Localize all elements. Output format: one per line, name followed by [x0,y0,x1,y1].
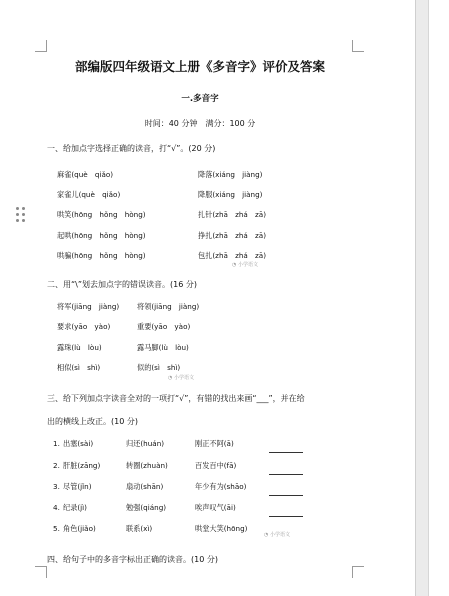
q3-item: 勉强(qiáng) [126,503,167,512]
watermark: ◔ 小学语文 [168,374,194,381]
q1-item: 麻雀(què qiǎo) [57,170,114,179]
q3-item: 角色(jiǎo) [63,524,96,533]
q2-item: 相似(sì shì) [57,363,101,372]
q1-item: 家雀儿(què qiǎo) [57,190,121,199]
question-4-prompt: 四、给句子中的多音字标出正确的读音。(10 分) [47,555,218,564]
q3-item: 联系(xì) [126,524,153,533]
answer-blank[interactable] [269,504,303,520]
question-2-prompt: 二、用“\”划去加点字的错误读音。(16 分) [47,280,197,289]
q1-item: 包扎(zhā zhá zā) [198,251,267,260]
q3-item: 扇动(shān) [126,482,164,491]
q1-item: 降服(xiáng jiàng) [198,190,263,199]
q1-item: 哄笑(hōng hǒng hòng) [57,210,146,219]
watermark: ◔ 小学语文 [264,531,290,538]
q3-item: 刚正不阿(ā) [195,439,234,448]
q3-item: 尽管(jǐn) [63,482,92,491]
q3-row-number: 4. [53,503,60,512]
margin-corner-bottom-right [352,566,364,578]
q1-item: 扎针(zhā zhá zā) [198,210,267,219]
answer-blank[interactable] [269,440,303,456]
q3-item: 唉声叹气(āi) [195,503,236,512]
q3-item: 转圈(zhuàn) [126,461,168,470]
document-title: 部编版四年级语文上册《多音字》评价及答案 [74,59,325,74]
next-page-edge [428,0,449,596]
margin-corner-top-right [352,40,364,52]
q3-row-number: 2. [53,461,60,470]
q2-item: 露珠(lù lòu) [57,343,102,352]
q3-item: 出塞(sài) [63,439,94,448]
answer-blank[interactable] [269,483,303,499]
q2-item: 要求(yāo yào) [57,322,111,331]
q2-item: 重要(yāo yào) [137,322,191,331]
margin-corner-bottom-left [35,566,47,578]
q3-row-number: 3. [53,482,60,491]
watermark: ◔ 小学语文 [232,261,258,268]
drag-handle-icon[interactable] [16,207,26,223]
question-3-prompt-line-2: 出的横线上改正。(10 分) [47,417,138,426]
q3-item: 肝脏(zāng) [63,461,101,470]
q3-item: 纪录(jì) [63,503,87,512]
q2-item: 露马脚(lù lòu) [137,343,189,352]
margin-corner-top-left [35,40,47,52]
q3-item: 归还(huán) [126,439,165,448]
section-title: 一.多音字 [181,94,219,104]
q2-item: 将军(jiāng jiàng) [57,302,120,311]
question-1-prompt: 一、给加点字选择正确的读音，打“√”。(20 分) [47,144,216,153]
q1-item: 降落(xiáng jiàng) [198,170,263,179]
q3-item: 百发百中(fā) [195,461,237,470]
q3-row-number: 5. [53,524,60,533]
q3-item: 哄堂大笑(hōng) [195,524,248,533]
q1-item: 哄骗(hōng hǒng hòng) [57,251,146,260]
q2-item: 将领(jiāng jiàng) [137,302,200,311]
q1-item: 挣扎(zhā zhá zā) [198,231,267,240]
q2-item: 似的(sì shì) [137,363,181,372]
question-3-prompt-line-1: 三、给下列加点字读音全对的一项打“√”，有错的找出来画“___”，并在给 [47,394,305,403]
answer-blank[interactable] [269,462,303,478]
q3-item: 年少有为(shāo) [195,482,247,491]
q1-item: 起哄(hōng hǒng hòng) [57,231,146,240]
q3-row-number: 1. [53,439,60,448]
exam-meta: 时间：40 分钟 满分：100 分 [144,119,256,128]
